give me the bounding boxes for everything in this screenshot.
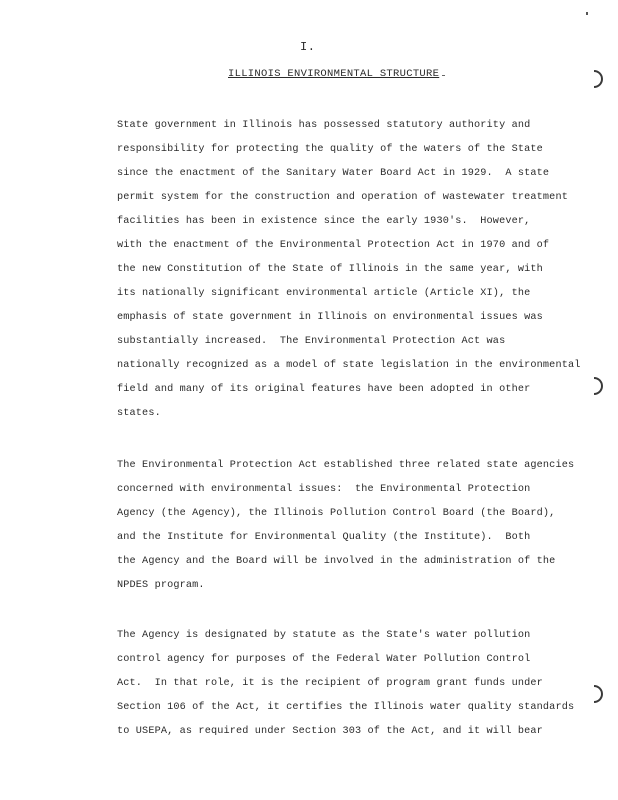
binder-hole-mark (594, 70, 603, 88)
paragraph-2-line: The Environmental Protection Act established three related state agencies (117, 460, 575, 471)
paragraph-1-line: states. (117, 408, 161, 419)
paragraph-2-line: NPDES program. (117, 580, 205, 591)
scan-mark (442, 75, 445, 76)
paragraph-2-line: concerned with environmental issues: the Environmental Protection (117, 484, 531, 495)
paragraph-3-line: control agency for purposes of the Federal Water Pollution Control (117, 654, 531, 665)
binder-hole-mark (594, 685, 603, 703)
paragraph-2-line: the Agency and the Board will be involved in the administration of the (117, 556, 556, 567)
paragraph-1-line: nationally recognized as a model of state legislation in the environmental (117, 360, 581, 371)
paragraph-1-line: the new Constitution of the State of Illinois in the same year, with (117, 264, 543, 275)
paragraph-1-line: field and many of its original features have been adopted in other (117, 384, 531, 395)
paragraph-3-line: The Agency is designated by statute as the State's water pollution (117, 630, 531, 641)
scan-mark (586, 12, 588, 15)
paragraph-3-line: Act. In that role, it is the recipient of program grant funds under (117, 678, 543, 689)
paragraph-1-line: its nationally significant environmental article (Article XI), the (117, 288, 531, 299)
section-title: ILLINOIS ENVIRONMENTAL STRUCTURE (228, 68, 440, 80)
paragraph-1-line: substantially increased. The Environmental Protection Act was (117, 336, 506, 347)
paragraph-1-line: responsibility for protecting the quality of the waters of the State (117, 144, 543, 155)
paragraph-2-line: and the Institute for Environmental Quality (the Institute). Both (117, 532, 531, 543)
paragraph-3-line: to USEPA, as required under Section 303 of the Act, and it will bear (117, 726, 543, 737)
paragraph-1-line: State government in Illinois has possessed statutory authority and (117, 120, 531, 131)
paragraph-1-line: permit system for the construction and operation of wastewater treatment (117, 192, 568, 203)
paragraph-1-line: facilities has been in existence since the early 1930's. However, (117, 216, 531, 227)
paragraph-3-line: Section 106 of the Act, it certifies the Illinois water quality standards (117, 702, 575, 713)
paragraph-1-line: with the enactment of the Environmental Protection Act in 1970 and of (117, 240, 550, 251)
binder-hole-mark (594, 377, 603, 395)
section-number: I. (300, 40, 316, 54)
paragraph-2-line: Agency (the Agency), the Illinois Pollution Control Board (the Board), (117, 508, 556, 519)
paragraph-1-line: since the enactment of the Sanitary Water Board Act in 1929. A state (117, 168, 550, 179)
paragraph-1-line: emphasis of state government in Illinois on environmental issues was (117, 312, 543, 323)
